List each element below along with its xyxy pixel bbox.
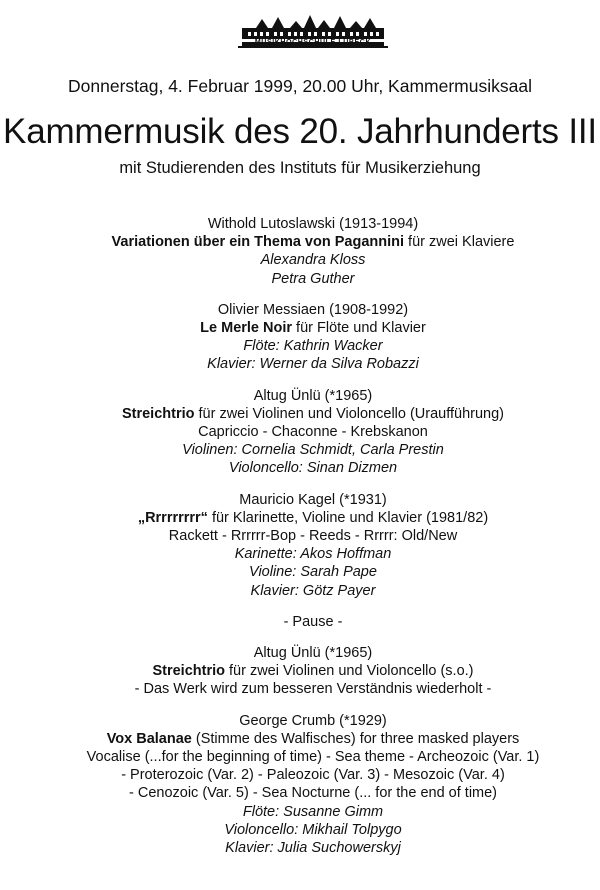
work-name: „Rrrrrrrrr“ xyxy=(137,509,208,526)
page-title: Kammermusik des 20. Jahrhunderts III xyxy=(3,112,597,151)
movements: Rackett - Rrrrrr-Bop - Reeds - Rrrrr: Old/New xyxy=(168,528,458,545)
performer: Flöte: Susanne Gimm xyxy=(242,803,384,820)
work-title xyxy=(0,405,600,423)
work-title xyxy=(0,509,600,527)
performer: Violoncello: Sinan Dizmen xyxy=(228,460,398,477)
performer: Petra Guther xyxy=(271,270,355,287)
event-dateline: Donnerstag, 4. Februar 1999, 20.00 Uhr, Kammermusiksaal xyxy=(68,76,532,96)
work-title xyxy=(0,319,600,337)
work-title xyxy=(0,730,600,748)
movements: - Cenozoic (Var. 5) - Sea Nocturne (... for the end of time) xyxy=(128,785,498,802)
program-item-kagel xyxy=(0,491,600,600)
performer: Karinette: Akos Hoffman xyxy=(234,546,392,563)
program-item-unlu xyxy=(0,387,600,478)
performer: Violoncello: Mikhail Tolpygo xyxy=(224,821,402,838)
intermission: - Pause - xyxy=(283,613,343,630)
program-note: - Das Werk wird zum besseren Verständnis wiederholt - xyxy=(134,681,492,698)
work-scoring: für Flöte und Klavier xyxy=(292,320,426,337)
work-scoring: für Klarinette, Violine und Klavier (1981/82) xyxy=(207,509,489,526)
performer: Alexandra Kloss xyxy=(260,252,366,269)
logo-caption: MUSIKHOCHSCHULE LÜBECK xyxy=(254,39,372,46)
composer: Altug Ünlü (*1965) xyxy=(253,645,373,662)
performer: Flöte: Kathrin Wacker xyxy=(243,338,383,355)
work-title xyxy=(0,662,600,680)
program-item-crumb xyxy=(0,712,600,858)
movements: - Proterozoic (Var. 2) - Paleozoic (Var. 3) - Mesozoic (Var. 4) xyxy=(121,767,505,784)
composer: Withold Lutoslawski (1913-1994) xyxy=(207,216,419,232)
program-item-lutoslawski xyxy=(0,215,600,288)
performer: Violinen: Cornelia Schmidt, Carla Prestin xyxy=(182,442,444,459)
program-item-messiaen xyxy=(0,301,600,374)
composer: Mauricio Kagel (*1931) xyxy=(239,491,387,508)
program-item-unlu-repeat xyxy=(0,644,600,699)
performer: Klavier: Werner da Silva Robazzi xyxy=(207,356,419,373)
performer: Violine: Sarah Pape xyxy=(249,564,377,581)
work-name: Vox Balanae xyxy=(106,730,192,747)
page-subtitle: mit Studierenden des Instituts für Musikerziehung xyxy=(119,159,481,177)
program-list xyxy=(0,215,600,870)
work-name: Le Merle Noir xyxy=(200,320,293,337)
movements: Vocalise (...for the beginning of time) - Sea theme - Archeozoic (Var. 1) xyxy=(86,749,540,766)
work-name: Variationen über ein Thema von Pagannini xyxy=(111,234,405,251)
work-scoring: für zwei Klaviere xyxy=(404,234,515,251)
work-scoring: für zwei Violinen und Violoncello (Uraufführung) xyxy=(194,405,505,422)
work-name: Streichtrio xyxy=(152,663,225,680)
work-title xyxy=(0,233,600,251)
performer: Klavier: Julia Suchowerskyj xyxy=(225,840,401,857)
composer: George Crumb (*1929) xyxy=(239,712,387,729)
work-name: Streichtrio xyxy=(121,405,195,422)
composer: Olivier Messiaen (1908-1992) xyxy=(217,301,409,318)
work-scoring: (Stimme des Walfisches) for three masked players xyxy=(191,730,520,747)
composer: Altug Ünlü (*1965) xyxy=(253,387,373,404)
movements: Capriccio - Chaconne - Krebskanon xyxy=(198,424,428,441)
performer: Klavier: Götz Payer xyxy=(250,582,376,599)
work-scoring: für zwei Violinen und Violoncello (s.o.) xyxy=(224,663,474,680)
